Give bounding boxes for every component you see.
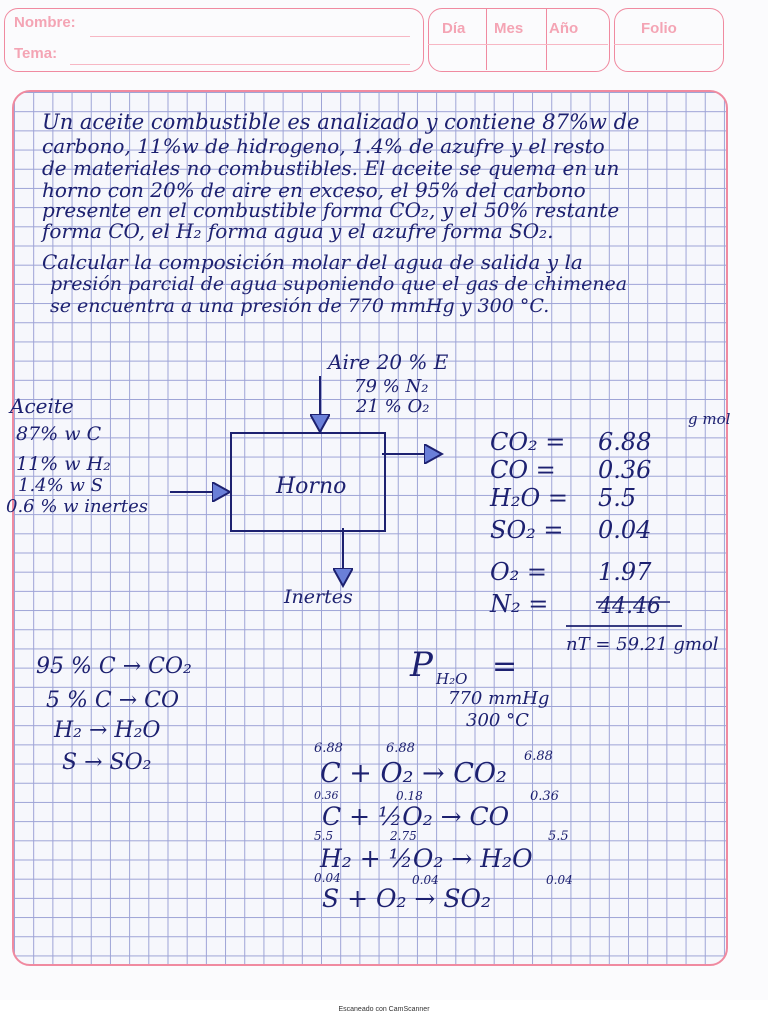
pressure-mmhg: 770 mmHg <box>448 688 550 709</box>
furnace-label: Horno <box>276 474 347 499</box>
question-line: Calcular la composición molar del agua de salida y la <box>42 250 583 274</box>
date-box <box>428 8 610 72</box>
question-line: se encuentra a una presión de 770 mmHg y 300 °C. <box>50 295 550 317</box>
total-moles: nT = 59.21 gmol <box>566 634 719 655</box>
oil-sulfur: 1.4% w S <box>18 475 103 496</box>
product-value: 0.04 <box>598 516 652 544</box>
product-value: 0.36 <box>598 456 652 484</box>
product-species: SO₂ = <box>490 516 564 544</box>
reaction-coef: 0.04 <box>314 871 341 885</box>
product-species: H₂O = <box>490 484 568 512</box>
reaction-equation: S + O₂ → SO₂ <box>322 884 491 913</box>
product-species: O₂ = <box>490 558 548 586</box>
page-header <box>0 0 768 78</box>
reaction-coef: 0.04 <box>546 873 573 887</box>
problem-line: presente en el combustible forma CO₂, y el 50% restante <box>42 198 620 222</box>
product-value: 6.88 <box>598 428 652 456</box>
oil-carbon: 87% w C <box>16 423 102 445</box>
problem-line: de materiales no combustibles. El aceite se quema en un <box>42 156 620 180</box>
scanner-watermark: Escaneado con CamScanner <box>338 1006 430 1013</box>
product-value: 1.97 <box>598 558 652 586</box>
problem-line: Un aceite combustible es analizado y contiene 87%w de <box>42 110 640 134</box>
reaction-coef: 0.18 <box>396 789 423 803</box>
reaction-coef: 0.04 <box>412 873 439 887</box>
reaction-coef: 5.5 <box>548 829 569 844</box>
reaction-equation: C + ½O₂ → CO <box>322 802 510 831</box>
problem-line: forma CO, el H₂ forma agua y el azufre forma SO₂. <box>42 219 554 243</box>
oil-inerts: 0.6 % w inertes <box>6 496 149 517</box>
reaction-coef: 6.88 <box>386 741 415 756</box>
air-label: Aire 20 % E <box>328 350 449 374</box>
air-o2-label: 21 % O₂ <box>356 396 430 417</box>
nombre-line <box>90 36 410 37</box>
reaction-coef: 0.36 <box>530 789 559 804</box>
inerts-label: Inertes <box>284 586 353 608</box>
dia-label: Día <box>442 20 466 37</box>
reaction-equation: H₂ + ½O₂ → H₂O <box>320 844 533 873</box>
pressure-symbol: P <box>410 645 433 685</box>
problem-line: carbono, 11%w de hidrogeno, 1.4% de azufre y el resto <box>42 134 605 158</box>
product-species: CO = <box>490 456 556 484</box>
product-value: 5.5 <box>598 484 637 512</box>
oil-hydrogen: 11% w H₂ <box>16 453 111 475</box>
scanner-footer <box>0 1000 768 1024</box>
product-species: N₂ = <box>490 590 549 618</box>
unit-label: g mol <box>688 410 731 428</box>
reaction-equation: C + O₂ → CO₂ <box>320 758 507 789</box>
conversion-item: 5 % C → CO <box>46 688 180 713</box>
pressure-subscript: H₂O <box>436 670 468 688</box>
nombre-label: Nombre: <box>14 14 76 31</box>
oil-label: Aceite <box>10 394 74 418</box>
problem-line: horno con 20% de aire en exceso, el 95% del carbono <box>42 178 586 202</box>
reaction-coef: 2.75 <box>390 829 417 843</box>
reaction-coef: 6.88 <box>524 749 553 764</box>
conversion-item: 95 % C → CO₂ <box>36 654 192 679</box>
folio-label: Folio <box>641 20 677 37</box>
reaction-coef: 0.36 <box>314 789 339 802</box>
ano-label: Año <box>549 20 579 37</box>
conversion-item: H₂ → H₂O <box>54 718 161 743</box>
question-line: presión parcial de agua suponiendo que el gas de chimenea <box>50 273 628 295</box>
pressure-equals: = <box>492 649 518 684</box>
air-n2-label: 79 % N₂ <box>354 376 429 397</box>
conversion-item: S → SO₂ <box>62 750 152 775</box>
reaction-coef: 5.5 <box>314 829 334 843</box>
reaction-coef: 6.88 <box>314 741 343 756</box>
product-species: CO₂ = <box>490 428 566 456</box>
folio-box <box>614 8 724 72</box>
mes-label: Mes <box>494 20 524 37</box>
tema-line <box>70 64 410 65</box>
product-value: 44.46 <box>598 594 661 619</box>
tema-label: Tema: <box>14 45 58 62</box>
pressure-temp: 300 °C <box>466 710 529 731</box>
